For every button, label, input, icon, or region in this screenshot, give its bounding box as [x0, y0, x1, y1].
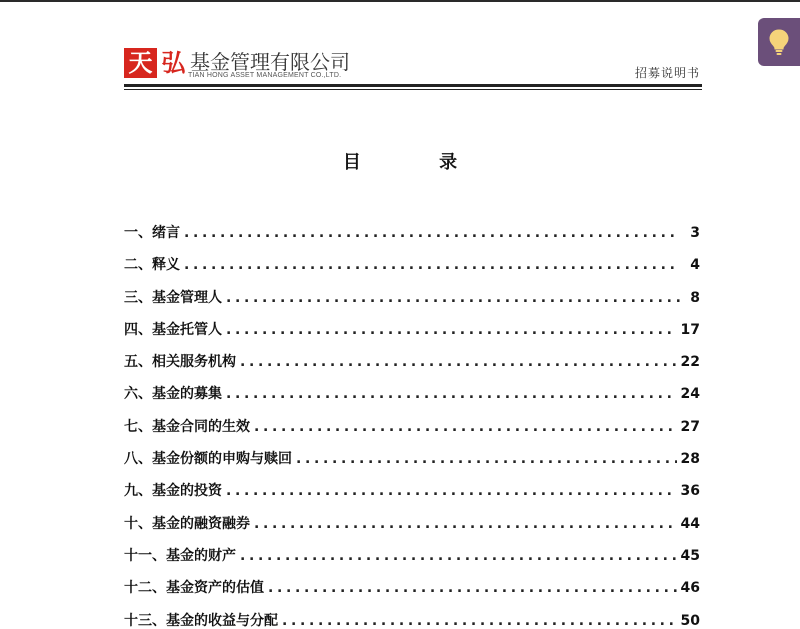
- toc-leader-dots: [226, 322, 677, 338]
- toc-entry-page: 3: [690, 225, 700, 241]
- toc-entry-label: 一、绪言: [124, 225, 180, 241]
- hint-button[interactable]: [758, 18, 800, 66]
- toc-leader-dots: [254, 516, 677, 532]
- toc-leader-dots: [240, 548, 677, 564]
- toc-entry-label: 九、基金的投资: [124, 483, 222, 500]
- toc-leader-dots: [268, 580, 677, 596]
- header-rule-thin: [124, 89, 702, 90]
- toc-entry-label: 二、释义: [124, 257, 180, 274]
- toc-entry[interactable]: [124, 383, 700, 415]
- toc-entry[interactable]: [124, 287, 700, 319]
- toc-entry-page: 4: [690, 257, 700, 274]
- toc-entry-label: 三、基金管理人: [124, 289, 222, 306]
- toc-leader-dots: [240, 354, 677, 370]
- toc-leader-dots: [254, 419, 677, 435]
- toc-entry-label: 七、基金合同的生效: [124, 418, 250, 435]
- toc-entry[interactable]: [124, 610, 700, 629]
- lightbulb-icon: [768, 28, 790, 56]
- toc-entry[interactable]: [124, 222, 700, 254]
- toc-entry[interactable]: [124, 416, 700, 448]
- toc-entry-label: 十二、基金资产的估值: [124, 580, 264, 597]
- toc-entry-page: 27: [680, 418, 700, 435]
- logo-char-hong: 弘: [157, 48, 190, 78]
- toc-leader-dots: [226, 386, 677, 402]
- toc-entry[interactable]: [124, 254, 700, 286]
- toc-entry-page: 8: [690, 289, 700, 306]
- toc-entry-label: 六、基金的募集: [124, 386, 222, 403]
- toc-entry[interactable]: [124, 351, 700, 383]
- toc-entry[interactable]: [124, 319, 700, 351]
- toc-entry-label: 十一、基金的财产: [124, 547, 236, 564]
- toc-entry[interactable]: [124, 577, 700, 609]
- toc-entry-label: 八、基金份额的申购与赎回: [124, 451, 292, 468]
- page-header: [124, 44, 702, 90]
- toc-leader-dots: [184, 225, 680, 241]
- toc-entry[interactable]: [124, 480, 700, 512]
- table-of-contents: [124, 222, 700, 629]
- document-page: [0, 2, 800, 629]
- company-logo: [124, 48, 190, 78]
- logo-char-tian: 天: [124, 48, 157, 78]
- toc-entry-page: 24: [680, 386, 700, 403]
- company-name-en: TIAN HONG ASSET MANAGEMENT CO.,LTD.: [188, 72, 342, 79]
- toc-leader-dots: [226, 290, 680, 306]
- toc-title: 目 录: [342, 152, 494, 173]
- document-type-label: 招募说明书: [634, 66, 700, 80]
- toc-entry-label: 五、相关服务机构: [124, 354, 236, 371]
- toc-entry-page: 45: [680, 547, 700, 564]
- toc-leader-dots: [184, 257, 680, 273]
- toc-entry-page: 44: [680, 515, 700, 532]
- toc-entry-label: 十、基金的融资融券: [124, 515, 250, 532]
- toc-entry-page: 28: [680, 451, 700, 468]
- toc-entry-page: 46: [680, 580, 700, 597]
- toc-entry-page: 36: [680, 483, 700, 500]
- toc-leader-dots: [296, 451, 677, 467]
- toc-leader-dots: [226, 483, 677, 499]
- toc-entry-page: 50: [680, 612, 700, 629]
- header-rule-thick: [124, 84, 702, 87]
- company-name-cn: 基金管理有限公司: [190, 50, 350, 74]
- toc-entry-page: 17: [680, 321, 700, 338]
- toc-leader-dots: [282, 613, 677, 629]
- toc-entry[interactable]: [124, 513, 700, 545]
- toc-entry-page: 22: [680, 354, 700, 371]
- toc-entry-label: 四、基金托管人: [124, 321, 222, 338]
- toc-entry-label: 十三、基金的收益与分配: [124, 612, 278, 629]
- toc-entry[interactable]: [124, 545, 700, 577]
- toc-entry[interactable]: [124, 448, 700, 480]
